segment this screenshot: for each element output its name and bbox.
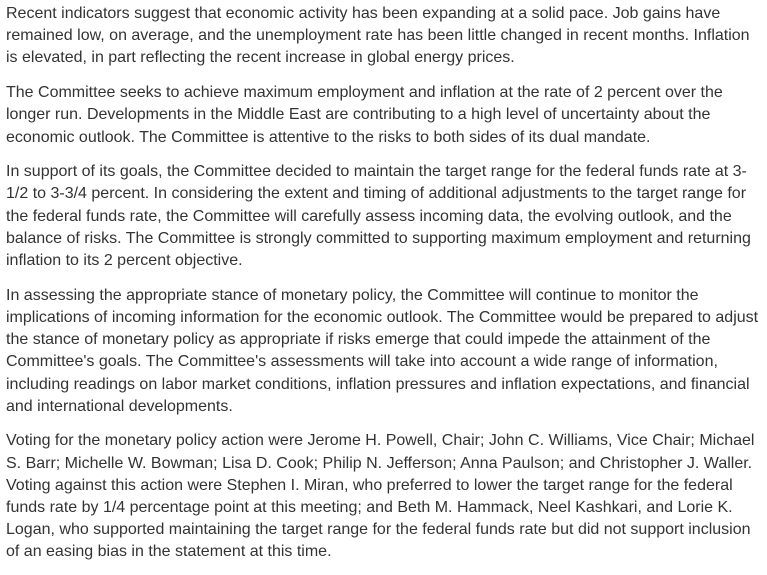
paragraph-target-range-decision: In support of its goals, the Committee decided to maintain the target range for the federal funds rate at 3-1/2 to 3-3/4 percent. In considering the extent and timing of additional adjustments to the target range for the federal funds rate, the Committee will carefully assess incoming data, the evolving outlook, and the balance of risks. The Committee is strongly committed to supporting maximum employment and returning inflation to its 2 percent objective. xyxy=(6,163,751,270)
paragraph-economic-activity: Recent indicators suggest that economic activity has been expanding at a solid pace. Job gains have remained low, on average, and the unemployment rate has been little changed in recent months. Inflation is elevated, in part reflecting the recent increase in global energy prices. xyxy=(6,5,750,67)
paragraph-voting-record: Voting for the monetary policy action were Jerome H. Powell, Chair; John C. Williams, Vice Chair; Michael S. Barr; Michelle W. Bowman; Lisa D. Cook; Philip N. Jefferson; Anna Paulson; and Christopher J. Waller. Voting against this action were Stephen I. Miran, who preferred to lower the target range for the federal funds rate by 1/4 percentage point at this meeting; and Beth M. Hammack, Neel Kashkari, and Lorie K. Logan, who supported maintaining the target range for the federal funds rate but did not support inclusion of an easing bias in the statement at this time. xyxy=(6,432,755,561)
paragraph-policy-stance: In assessing the appropriate stance of monetary policy, the Committee will continue to monitor the implications of incoming information for the economic outlook. The Committee would be prepared to adjust the stance of monetary policy as appropriate if risks emerge that could impede the attainment of the Committee's goals. The Committee's assessments will take into account a wide range of information, including readings on labor market conditions, inflation pressures and inflation expectations, and financial and international developments. xyxy=(6,286,759,415)
paragraph-committee-goals: The Committee seeks to achieve maximum employment and inflation at the rate of 2 percent over the longer run. Developments in the Middle East are contributing to a high level of uncertainty about the economic outlook. The Committee is attentive to the risks to both sides of its dual mandate. xyxy=(6,84,723,146)
